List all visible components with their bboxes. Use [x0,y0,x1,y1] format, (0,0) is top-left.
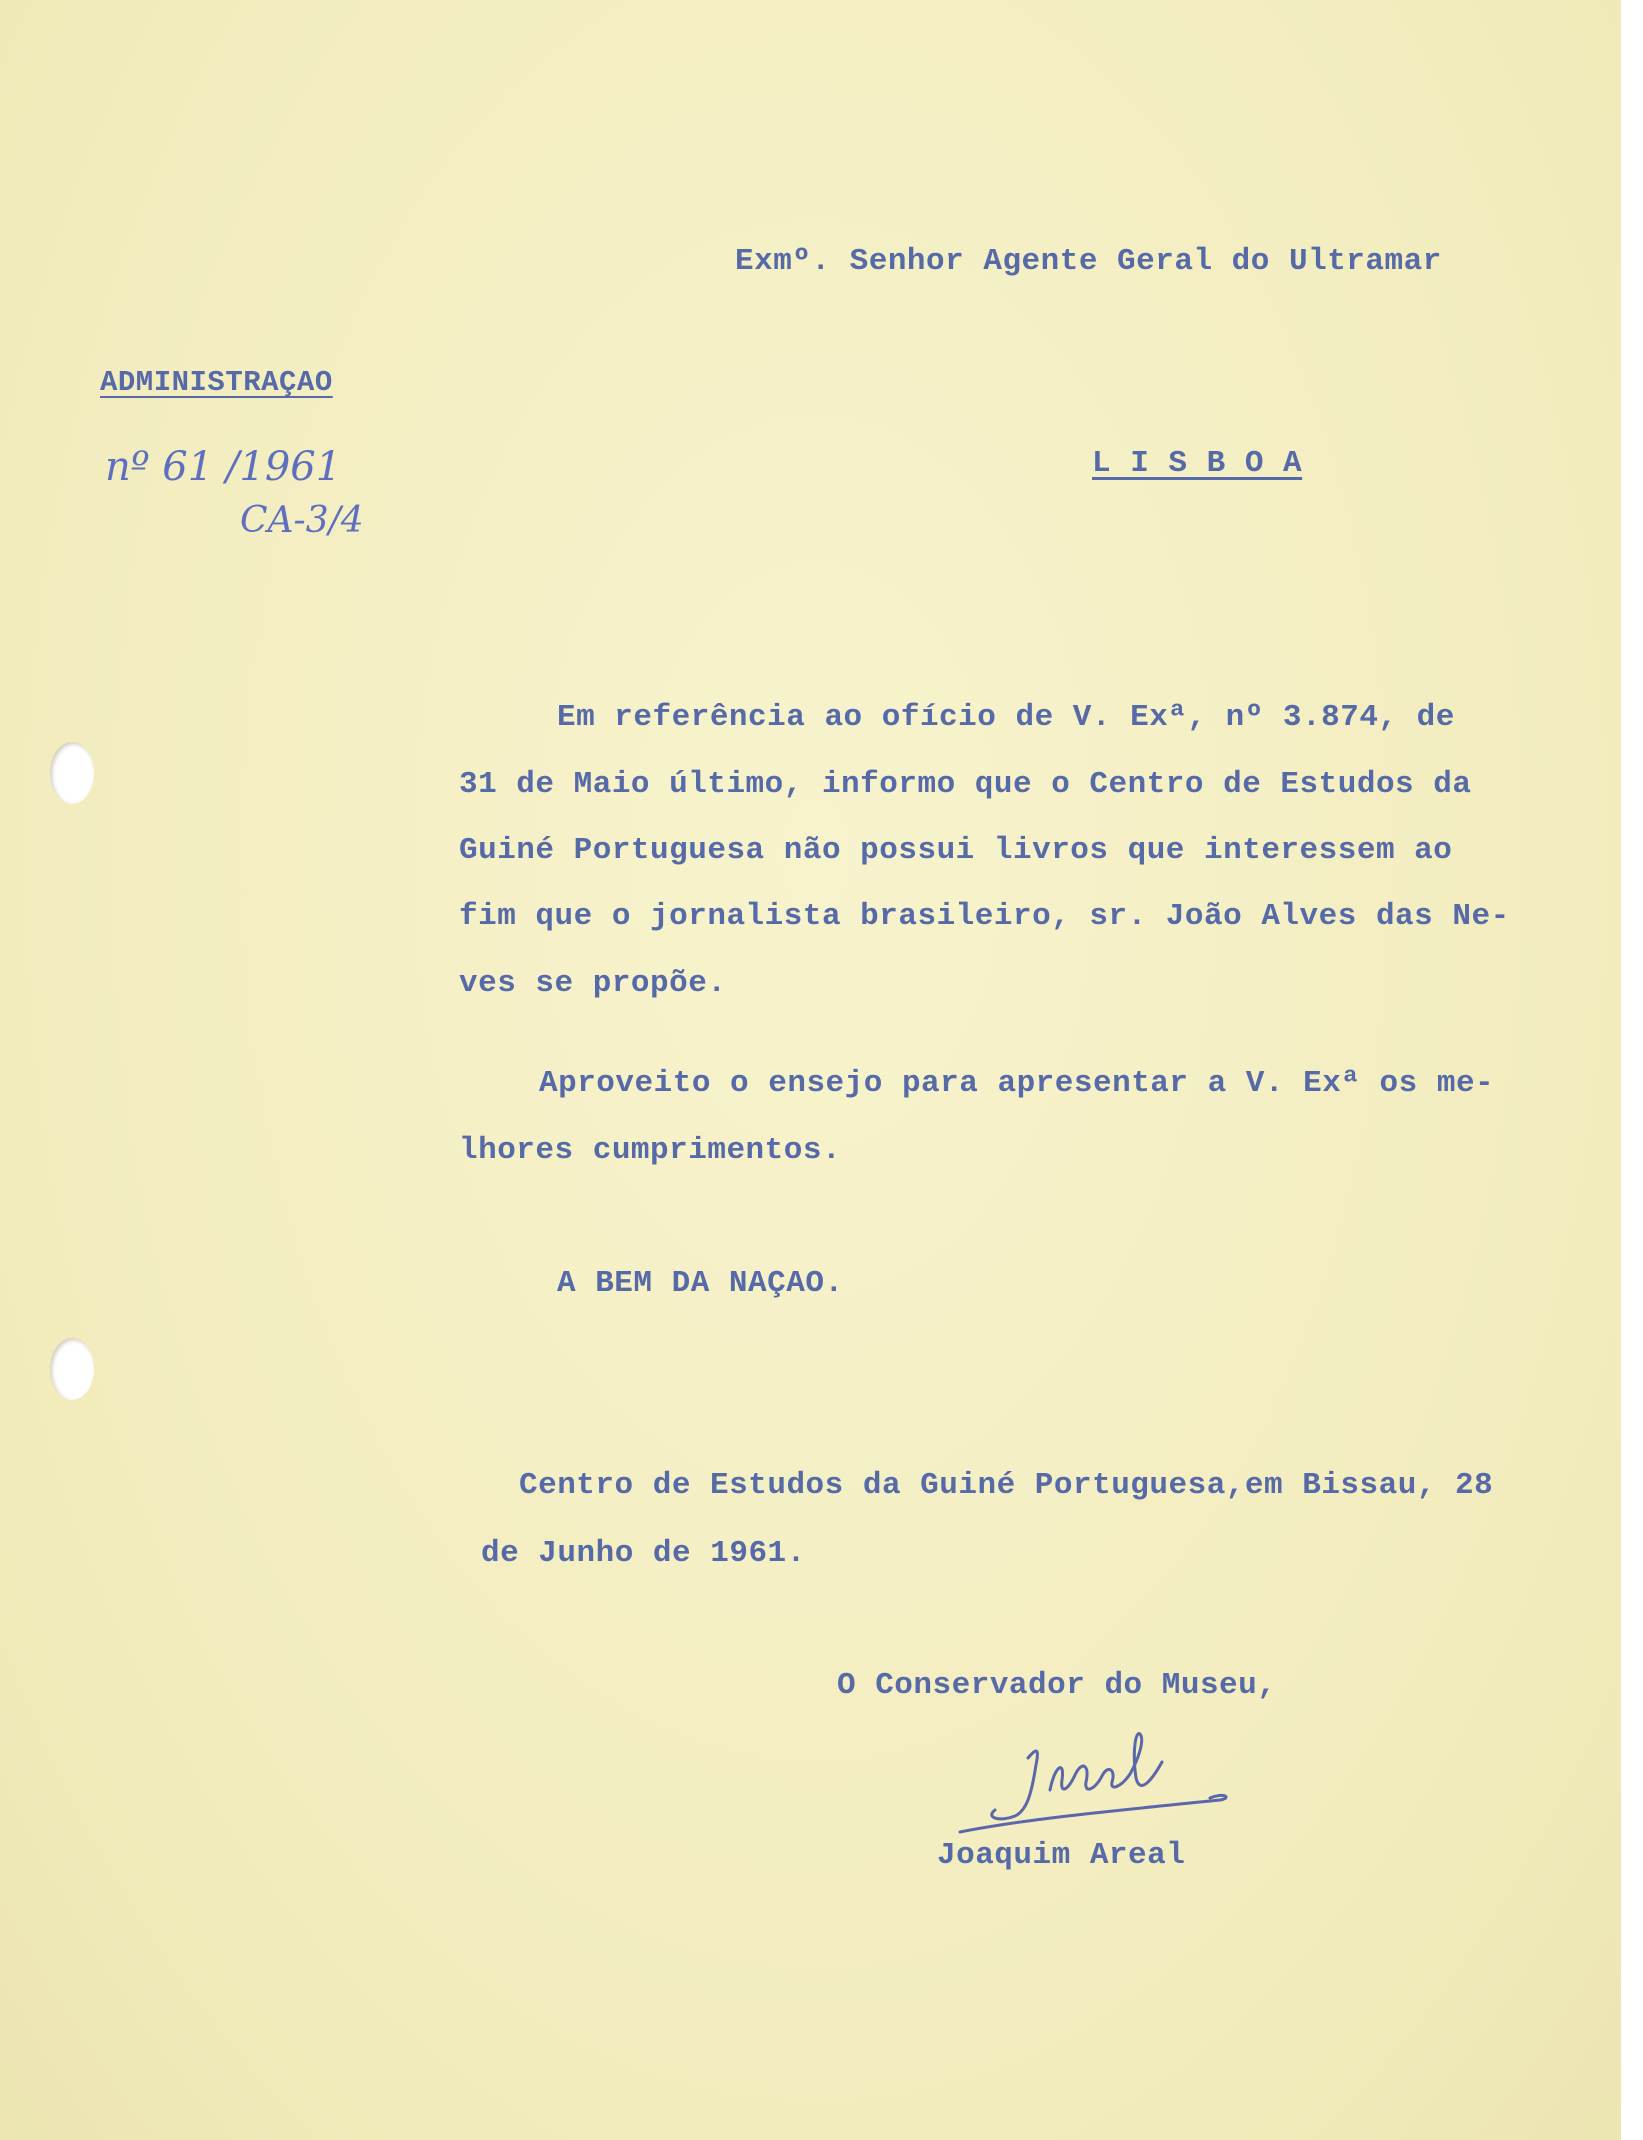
body-line-5: ves se propõe. [459,966,727,1001]
punch-hole-top [50,742,94,804]
closing-line-2: lhores cumprimentos. [459,1133,842,1168]
body-line-3: Guiné Portuguesa não possui livros que interessem ao [459,833,1453,868]
body-line-1: Em referência ao ofício de V. Exª, nº 3.874, de [557,700,1455,735]
page-edge [1621,0,1632,2140]
salutation: A BEM DA NAÇAO. [557,1266,844,1301]
signatory-title: O Conservador do Museu, [837,1668,1277,1703]
place-date-line-1: Centro de Estudos da Guiné Portuguesa,em Bissau, 28 [519,1468,1494,1503]
place-date-line-2: de Junho de 1961. [481,1536,806,1571]
handwritten-reference-code: CA-3/4 [240,500,364,541]
handwritten-signature [940,1720,1240,1850]
addressee-line: Exmº. Senhor Agente Geral do Ultramar [735,244,1442,279]
city-heading: L I S B O A [1092,446,1303,481]
department-heading: ADMINISTRAÇAO [100,366,333,399]
handwritten-reference-number: nº 61 /1961 [105,444,342,490]
closing-line-1: Aproveito o ensejo para apresentar a V. Exª os me- [539,1066,1495,1101]
punch-hole-bottom [50,1338,94,1400]
body-line-2: 31 de Maio último, informo que o Centro de Estudos da [459,767,1472,802]
body-line-4: fim que o jornalista brasileiro, sr. João Alves das Ne- [459,899,1510,934]
signatory-name: Joaquim Areal [937,1838,1186,1873]
